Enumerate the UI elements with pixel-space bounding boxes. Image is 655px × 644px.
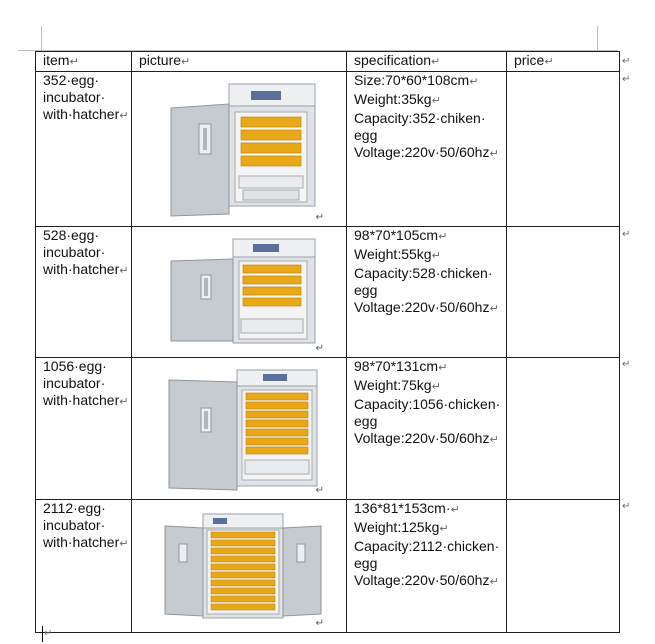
specification-cell[interactable]: 98*70*131cm↵ Weight:75kg↵ Capacity:1056·chicken· egg Voltage:220v·50/60hz↵: [347, 358, 507, 500]
incubator-2112-image: [161, 510, 325, 622]
row-end-mark: ↵: [622, 229, 631, 240]
incubator-1056-image: [165, 368, 321, 492]
header-price[interactable]: price↵: [507, 52, 620, 72]
specification-cell[interactable]: Size:70*60*108cm↵ Weight:35kg↵ Capacity:352·chiken· egg Voltage:220v·50/60hz↵: [347, 72, 507, 227]
picture-cell[interactable]: ↵: [132, 358, 347, 500]
specification-cell[interactable]: 98*70*105cm↵ Weight:55kg↵ Capacity:528·chicken· egg Voltage:220v·50/60hz↵: [347, 227, 507, 358]
item-cell[interactable]: 1056·egg· incubator· with·hatcher↵: [36, 358, 132, 500]
page-margin-guide-right: [597, 26, 598, 50]
incubator-352-image: [167, 82, 319, 218]
picture-cell[interactable]: ↵: [132, 72, 347, 227]
table-row: [36, 227, 620, 358]
row-end-mark: ↵: [622, 501, 631, 512]
price-cell[interactable]: [507, 227, 620, 358]
picture-cell[interactable]: ↵: [132, 227, 347, 358]
price-cell[interactable]: [507, 72, 620, 227]
header-picture[interactable]: picture↵: [132, 52, 347, 72]
table-row: [36, 500, 620, 633]
table-header-row: [36, 52, 620, 72]
final-paragraph-mark: ↵: [44, 628, 53, 639]
item-cell[interactable]: 528·egg· incubator· with·hatcher↵: [36, 227, 132, 358]
header-specification[interactable]: specification↵: [347, 52, 507, 72]
table-row: [36, 358, 620, 500]
header-item[interactable]: item↵: [36, 52, 132, 72]
specification-cell[interactable]: 136*81*153cm·↵ Weight:125kg↵ Capacity:2112·chicken· egg Voltage:220v·50/60hz↵: [347, 500, 507, 633]
price-cell[interactable]: [507, 500, 620, 633]
item-cell[interactable]: 2112·egg· incubator· with·hatcher↵: [36, 500, 132, 633]
product-spec-table: [35, 51, 620, 633]
incubator-528-image: [167, 237, 319, 349]
item-cell[interactable]: 352·egg· incubator· with·hatcher↵: [36, 72, 132, 227]
row-end-mark: ↵: [622, 74, 631, 85]
picture-cell[interactable]: ↵: [132, 500, 347, 633]
row-end-mark: ↵: [622, 359, 631, 370]
row-end-mark: ↵: [622, 56, 631, 67]
page-margin-guide-left: [41, 26, 42, 50]
price-cell[interactable]: [507, 358, 620, 500]
text-cursor: [42, 626, 43, 642]
table-row: [36, 72, 620, 227]
